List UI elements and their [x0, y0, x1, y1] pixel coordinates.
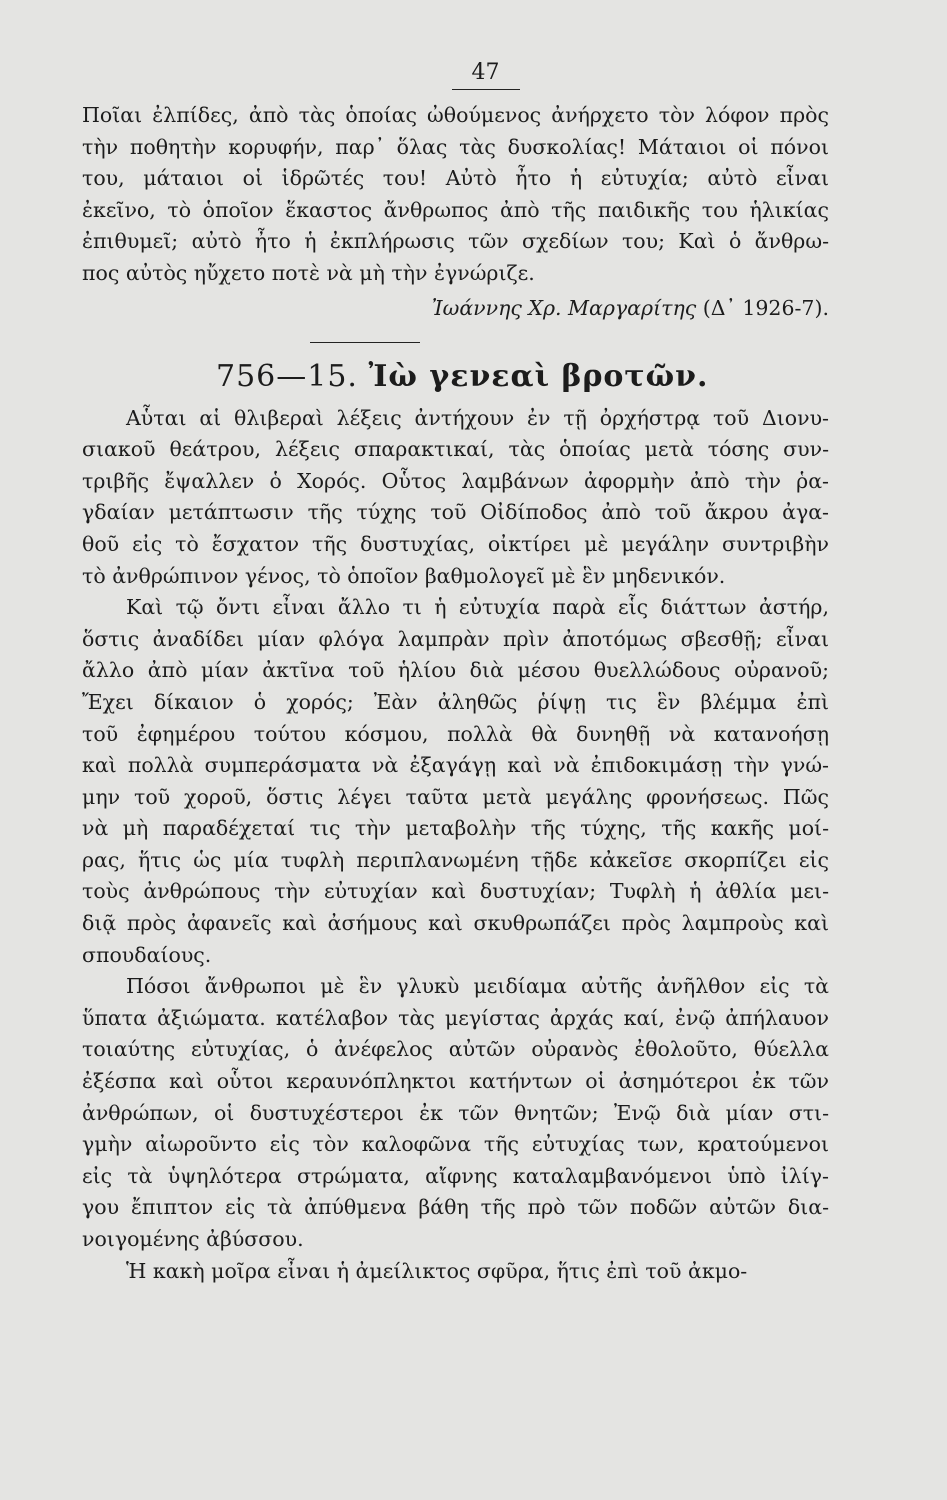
text-line: τὴν ποθητὴν κορυφήν, παρ᾽ ὅλας τὰς δυσκολίας! Μάταιοι οἱ πόνοι — [82, 134, 829, 159]
text-line: ὅστις ἀναδίδει μίαν φλόγα λαμπρὰν πρὶν ἀποτόμως σβεσθῇ; εἶναι — [82, 626, 829, 651]
text-line: Πόσοι ἄνθρωποι μὲ ἓν γλυκὺ μειδίαμα αὐτῆς ἀνῆλθον εἰς τὰ — [126, 974, 829, 999]
text-line: τοῦ ἐφημέρου τούτου κόσμου, πολλὰ θὰ δυνηθῇ νὰ κατανοήσῃ — [82, 721, 829, 746]
text-line: διᾷ πρὸς ἀφανεῖς καὶ ἀσήμους καὶ σκυθρωπάζει πρὸς λαμπροὺς καὶ — [82, 911, 829, 936]
section-body — [82, 403, 829, 1288]
author-class-year: (Δ᾽ 1926-7). — [702, 295, 829, 320]
author-signature — [82, 292, 829, 324]
text-line: γου ἔπιπτον εἰς τὰ ἀπύθμενα βάθη τῆς πρὸ τῶν ποδῶν αὐτῶν δια- — [82, 1195, 829, 1220]
section-title: Ἰὼ γενεαὶ βροτῶν. — [368, 358, 709, 394]
paragraph — [82, 971, 829, 1255]
text-line: ἄλλο ἀπὸ μίαν ἀκτῖνα τοῦ ἡλίου διὰ μέσου θυελλώδους οὐρανοῦ; — [82, 658, 829, 683]
text-line: ἀνθρώπων, οἱ δυστυχέστεροι ἐκ τῶν θνητῶν; Ἐνῷ διὰ μίαν στι- — [82, 1100, 829, 1125]
text-line: Ἡ κακὴ μοῖρα εἶναι ἡ ἀμείλικτος σφῦρα, ἥτις ἐπὶ τοῦ ἀκμο- — [126, 1258, 748, 1283]
text-line: Ποῖαι ἐλπίδες, ἀπὸ τὰς ὁποίας ὠθούμενος ἀνήρχετο τὸν λόφον πρὸς — [82, 103, 829, 127]
text-line: γμὴν αἰωροῦντο εἰς τὸν καλοφῶνα τῆς εὐτυχίας των, κρατούμενοι — [82, 1132, 829, 1157]
paragraph — [82, 592, 829, 971]
text-line: εἰς τὰ ὑψηλότερα στρώματα, αἴφνης καταλαμβανόμενοι ὑπὸ ἰλίγ- — [82, 1163, 829, 1188]
intro-text — [82, 100, 829, 290]
text-line: νοιγομένης ἀβύσσου. — [82, 1227, 304, 1251]
text-line: πος αὐτὸς ηὔχετο ποτὲ νὰ μὴ τὴν ἐγνώριζε. — [82, 260, 535, 285]
text-line: μην τοῦ χοροῦ, ὅστις λέγει ταῦτα μετὰ μεγάλης φρονήσεως. Πῶς — [82, 784, 829, 809]
paragraph — [82, 1256, 829, 1288]
text-line: τοιαύτης εὐτυχίας, ὁ ἀνέφελος αὐτῶν οὐρανὸς ἐθολοῦτο, θύελλα — [82, 1037, 829, 1062]
text-line: νὰ μὴ παραδέχεταί τις τὴν μεταβολὴν τῆς τύχης, τῆς κακῆς μοί- — [82, 816, 829, 841]
text-line: ρας, ἥτις ὡς μία τυφλὴ περιπλανωμένη τῇδε κἀκεῖσε σκορπίζει εἰς — [82, 847, 829, 872]
section-divider — [310, 342, 420, 343]
text-line: ὕπατα ἀξιώματα. κατέλαβον τὰς μεγίστας ἀρχάς καί, ἐνῷ ἀπήλαυον — [82, 1005, 829, 1030]
section-number: 756—15. — [216, 358, 358, 394]
text-line: σπουδαίους. — [82, 942, 212, 967]
page-number: 47 — [471, 60, 500, 85]
text-line: Αὗται αἱ θλιβεραὶ λέξεις ἀντήχουν ἐν τῇ ὀρχήστρᾳ τοῦ Διονυ- — [126, 405, 829, 430]
text-line: σιακοῦ θεάτρου, λέξεις σπαρακτικαί, τὰς ὁποίας μετὰ τόσης συν- — [82, 437, 829, 462]
text-line: θοῦ εἰς τὸ ἔσχατον τῆς δυστυχίας, οἰκτίρει μὲ μεγάλην συντριβὴν — [82, 531, 829, 556]
text-line: τριβῆς ἔψαλλεν ὁ Χορός. Οὗτος λαμβάνων ἀφορμὴν ἀπὸ τὴν ῥα- — [82, 468, 829, 493]
text-line: τὸ ἀνθρώπινον γένος, τὸ ὁποῖον βαθμολογεῖ μὲ ἓν μηδενικόν. — [82, 563, 726, 588]
text-line: καὶ πολλὰ συμπεράσματα νὰ ἐξαγάγῃ καὶ νὰ ἐπιδοκιμάσῃ τὴν γνώ- — [82, 753, 829, 778]
section-heading — [216, 359, 829, 401]
text-line: ἐκεῖνο, τὸ ὁποῖον ἕκαστος ἄνθρωπος ἀπὸ τῆς παιδικῆς του ἡλικίας — [82, 197, 829, 222]
text-line: γδαίαν μετάπτωσιν τῆς τύχης τοῦ Οἰδίποδος ἀπὸ τοῦ ἄκρου ἀγα- — [82, 500, 829, 525]
author-name: Ἰωάννης Χρ. Μαργαρίτης — [431, 295, 697, 320]
page-number-rule — [452, 89, 520, 90]
text-line: τοὺς ἀνθρώπους τὴν εὐτυχίαν καὶ δυστυχίαν; Τυφλὴ ἡ ἀθλία μει- — [82, 879, 829, 904]
text-line: Καὶ τῷ ὄντι εἶναι ἄλλο τι ἡ εὐτυχία παρὰ εἷς διάττων ἀστήρ, — [126, 595, 829, 620]
text-line: ἐξέσπα καὶ οὗτοι κεραυνόπληκτοι κατήντων οἱ ἀσημότεροι ἐκ τῶν — [82, 1069, 829, 1094]
text-line: του, μάταιοι οἱ ἱδρῶτές του! Αὐτὸ ἦτο ἡ εὐτυχία; αὐτὸ εἶναι — [82, 166, 829, 191]
text-line: ἐπιθυμεῖ; αὐτὸ ἦτο ἡ ἐκπλήρωσις τῶν σχεδίων του; Καὶ ὁ ἄνθρω- — [82, 229, 829, 254]
paragraph — [82, 403, 829, 593]
text-line: Ἔχει δίκαιον ὁ χορός; Ἐὰν ἀληθῶς ῥίψῃ τις ἓν βλέμμα ἐπὶ — [82, 689, 829, 714]
